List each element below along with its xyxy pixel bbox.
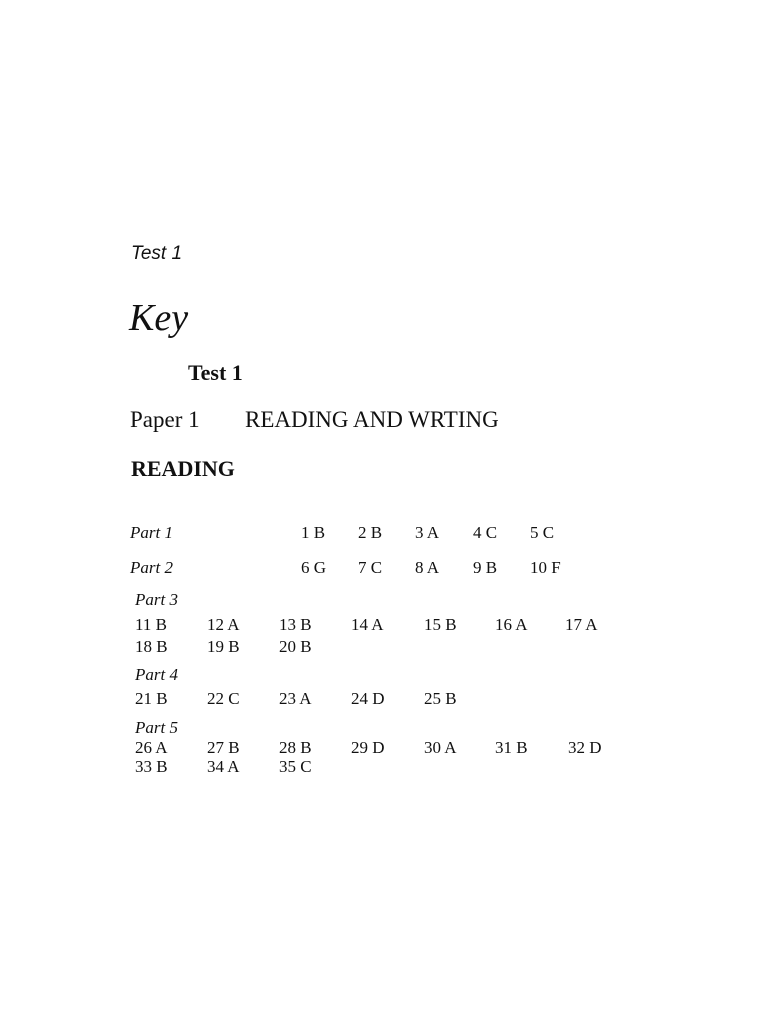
answer: 11 B (135, 615, 167, 634)
answer: 13 B (279, 615, 312, 634)
answer: 28 B (279, 738, 312, 757)
key-title: Key (129, 297, 189, 339)
part-label: Part 4 (135, 665, 178, 684)
answer: 24 D (351, 689, 385, 708)
answer: 4 C (473, 523, 498, 542)
answer: 9 B (473, 558, 498, 577)
answer: 20 B (279, 637, 312, 656)
answer: 33 B (135, 757, 168, 776)
answer: 29 D (351, 738, 385, 757)
answer: 34 A (207, 757, 240, 776)
answer: 3 A (415, 523, 440, 542)
answer: 19 B (207, 637, 240, 656)
part-label: Part 2 (130, 558, 173, 577)
answer: 2 B (358, 523, 383, 542)
part-label: Part 1 (130, 523, 173, 542)
test-subtitle: Test 1 (188, 360, 243, 385)
answer: 15 B (424, 615, 457, 634)
answer: 6 G (301, 558, 327, 577)
section-heading: READING (131, 456, 235, 481)
answer: 7 C (358, 558, 383, 577)
answer: 18 B (135, 637, 168, 656)
part-label: Part 3 (135, 590, 178, 609)
paper-label: Paper 1 (130, 407, 200, 432)
answer: 12 A (207, 615, 240, 634)
answer: 8 A (415, 558, 440, 577)
answer: 17 A (565, 615, 598, 634)
answer: 21 B (135, 689, 168, 708)
answer: 35 C (279, 757, 312, 776)
answer: 26 A (135, 738, 168, 757)
paper-name: READING AND WRTING (245, 407, 499, 432)
answer: 31 B (495, 738, 528, 757)
answer: 30 A (424, 738, 457, 757)
answer: 32 D (568, 738, 602, 757)
answer: 1 B (301, 523, 326, 542)
answer: 14 A (351, 615, 384, 634)
part-label: Part 5 (135, 718, 178, 737)
answer: 22 C (207, 689, 240, 708)
answer: 16 A (495, 615, 528, 634)
answer: 23 A (279, 689, 312, 708)
answer: 5 C (530, 523, 555, 542)
header-test-label: Test 1 (131, 243, 183, 264)
answer: 25 B (424, 689, 457, 708)
answer: 10 F (530, 558, 561, 577)
answer: 27 B (207, 738, 240, 757)
